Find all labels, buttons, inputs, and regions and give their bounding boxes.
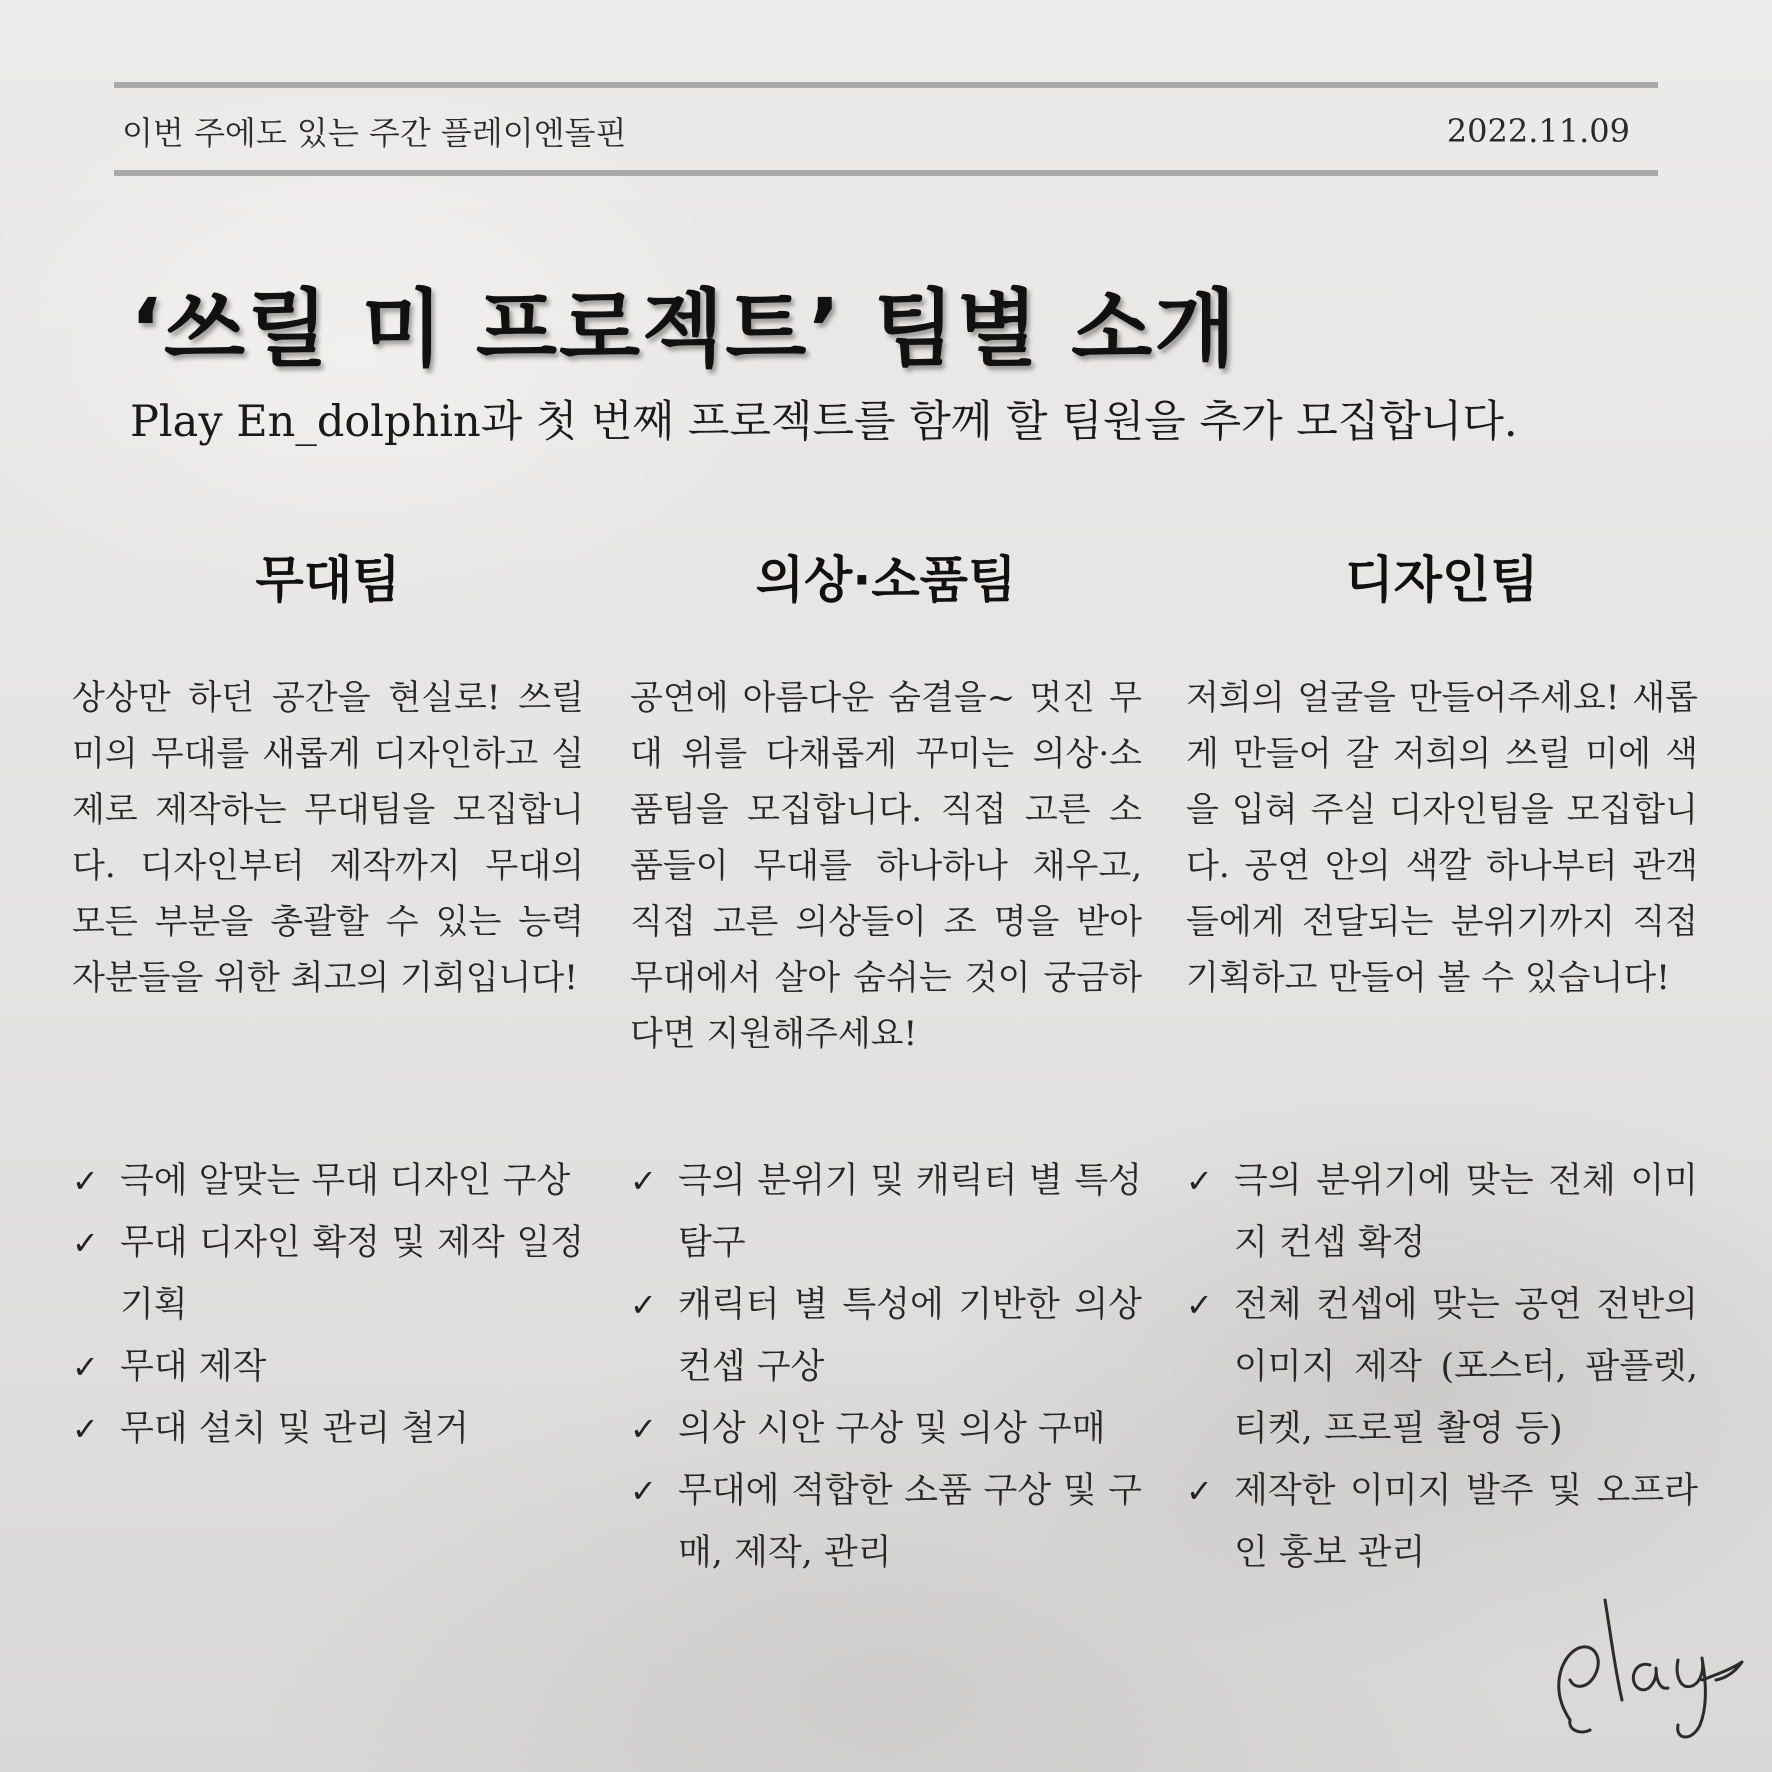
check-icon: ✓ (630, 1410, 657, 1448)
play-logo-icon (1530, 1580, 1750, 1750)
check-icon: ✓ (72, 1348, 99, 1386)
team-column-stage (72, 540, 584, 1460)
task-list (72, 1150, 584, 1460)
task-item: ✓ 무대 제작 (72, 1336, 584, 1398)
issue-date: 2022.11.09 (1446, 112, 1630, 150)
task-item: ✓ 극의 분위기 및 캐릭터 별 특성 탐구 (630, 1150, 1142, 1274)
check-icon: ✓ (630, 1162, 657, 1200)
masthead (122, 108, 1630, 154)
publication-name: 이번 주에도 있는 주간 플레이엔돌핀 (122, 114, 627, 152)
task-item: ✓ 캐릭터 별 특성에 기반한 의상 컨셉 구상 (630, 1274, 1142, 1398)
team-description: 공연에 아름다운 숨결을~ 멋진 무대 위를 다채롭게 꾸미는 의상·소품팀을 모집합니다. 직접 고른 소품들이 무대를 하나하나 채우고, 직접 고른 의상들이 조 명을 받아 무대에서 살아 숨쉬는 것이 궁금하다면 지원해주세요! (630, 678, 1142, 1054)
task-item: ✓ 전체 컨셉에 맞는 공연 전반의 이미지 제작 (포스터, 팜플렛, 티켓, 프로필 촬영 등) (1186, 1274, 1698, 1460)
subtitle: Play En_dolphin과 첫 번째 프로젝트를 함께 할 팀원을 추가 모집합니다. (130, 397, 1518, 447)
team-description: 저희의 얼굴을 만들어주세요! 새롭게 만들어 갈 저희의 쓰릴 미에 색을 입혀 주실 디자인팀을 모집합니다. 공연 안의 색깔 하나부터 관객들에게 전달되는 분위기까지 직접 기획하고 만들어 볼 수 있습니다! (1186, 678, 1698, 998)
team-title: 디자인팀 (1345, 551, 1539, 609)
task-item: ✓ 무대에 적합한 소품 구상 및 구매, 제작, 관리 (630, 1460, 1142, 1584)
task-item: ✓ 극의 분위기에 맞는 전체 이미지 컨셉 확정 (1186, 1150, 1698, 1274)
check-icon: ✓ (72, 1224, 99, 1262)
team-column-costume (630, 540, 1142, 1584)
headline: ‘쓰릴 미 프로젝트’ 팀별 소개 (130, 280, 1238, 378)
check-icon: ✓ (72, 1162, 99, 1200)
task-item: ✓ 무대 설치 및 관리 철거 (72, 1398, 584, 1460)
bottom-rule (114, 170, 1658, 176)
task-list (630, 1150, 1142, 1584)
task-item: ✓ 극에 알맞는 무대 디자인 구상 (72, 1150, 584, 1212)
check-icon: ✓ (1186, 1286, 1213, 1324)
team-description: 상상만 하던 공간을 현실로! 쓰릴 미의 무대를 새롭게 디자인하고 실제로 제작하는 무대팀을 모집합니다. 디자인부터 제작까지 무대의 모든 부분을 총괄할 수 있는 능력자분들을 위한 최고의 기회입니다! (72, 678, 584, 998)
top-rule (114, 82, 1658, 88)
task-item: ✓ 제작한 이미지 발주 및 오프라인 홍보 관리 (1186, 1460, 1698, 1584)
task-item: ✓ 의상 시안 구상 및 의상 구매 (630, 1398, 1142, 1460)
check-icon: ✓ (72, 1410, 99, 1448)
check-icon: ✓ (630, 1472, 657, 1510)
check-icon: ✓ (1186, 1472, 1213, 1510)
check-icon: ✓ (630, 1286, 657, 1324)
task-list (1186, 1150, 1698, 1584)
check-icon: ✓ (1186, 1162, 1213, 1200)
task-item: ✓ 무대 디자인 확정 및 제작 일정 기획 (72, 1212, 584, 1336)
team-title: 의상·소품팀 (755, 551, 1017, 609)
team-column-design (1186, 540, 1698, 1584)
team-title: 무대팀 (255, 551, 401, 609)
